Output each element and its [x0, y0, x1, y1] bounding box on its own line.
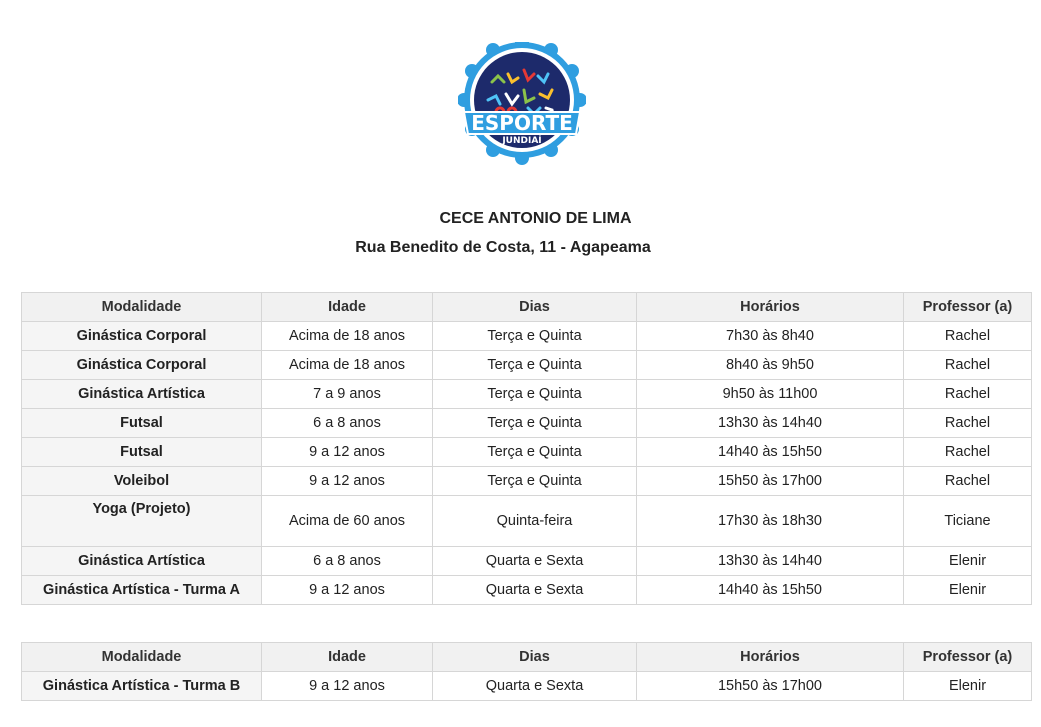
cell-modalidade: Futsal	[22, 438, 262, 467]
table-row	[22, 672, 1032, 701]
table-row	[22, 547, 1032, 576]
table-row	[22, 351, 1032, 380]
cell-professor: Elenir	[904, 576, 1032, 605]
cell-dias: Terça e Quinta	[433, 351, 637, 380]
esporte-jundiai-logo	[458, 42, 586, 166]
column-header-idade: Idade	[262, 293, 433, 322]
cell-dias: Terça e Quinta	[433, 467, 637, 496]
cell-idade: Acima de 18 anos	[262, 322, 433, 351]
table-header-row	[22, 293, 1032, 322]
column-header-idade: Idade	[262, 643, 433, 672]
cell-dias: Quarta e Sexta	[433, 547, 637, 576]
cell-modalidade: Ginástica Artística - Turma A	[22, 576, 262, 605]
cell-horarios: 17h30 às 18h30	[637, 496, 904, 547]
cell-modalidade: Ginástica Artística	[22, 380, 262, 409]
table-row	[22, 322, 1032, 351]
cell-professor: Rachel	[904, 380, 1032, 409]
column-header-dias: Dias	[433, 293, 637, 322]
cell-idade: 6 a 8 anos	[262, 547, 433, 576]
table-row	[22, 467, 1032, 496]
cell-dias: Terça e Quinta	[433, 438, 637, 467]
cell-horarios: 14h40 às 15h50	[637, 438, 904, 467]
cell-idade: 6 a 8 anos	[262, 409, 433, 438]
cell-dias: Terça e Quinta	[433, 380, 637, 409]
cell-modalidade: Ginástica Corporal	[22, 351, 262, 380]
table-row	[22, 409, 1032, 438]
column-header-horarios: Horários	[637, 293, 904, 322]
table-row	[22, 576, 1032, 605]
cell-dias: Terça e Quinta	[433, 409, 637, 438]
cell-horarios: 14h40 às 15h50	[637, 576, 904, 605]
cell-horarios: 15h50 às 17h00	[637, 672, 904, 701]
column-header-professor: Professor (a)	[904, 643, 1032, 672]
cell-modalidade: Ginástica Artística	[22, 547, 262, 576]
cell-professor: Elenir	[904, 547, 1032, 576]
cell-modalidade: Yoga (Projeto)	[22, 496, 262, 547]
table-header-row	[22, 643, 1032, 672]
cell-modalidade: Ginástica Corporal	[22, 322, 262, 351]
cell-professor: Elenir	[904, 672, 1032, 701]
cell-modalidade: Futsal	[22, 409, 262, 438]
cell-professor: Rachel	[904, 409, 1032, 438]
cell-professor: Rachel	[904, 322, 1032, 351]
cell-modalidade: Voleibol	[22, 467, 262, 496]
column-header-modalidade: Modalidade	[22, 643, 262, 672]
cell-horarios: 8h40 às 9h50	[637, 351, 904, 380]
cell-professor: Rachel	[904, 467, 1032, 496]
page-title: CECE ANTONIO DE LIMA	[439, 210, 632, 227]
cell-professor: Ticiane	[904, 496, 1032, 547]
page-address: Rua Benedito de Costa, 11 - Agapeama	[355, 239, 651, 256]
table-row	[22, 438, 1032, 467]
cell-idade: Acima de 18 anos	[262, 351, 433, 380]
cell-idade: Acima de 60 anos	[262, 496, 433, 547]
column-header-modalidade: Modalidade	[22, 293, 262, 322]
cell-dias: Terça e Quinta	[433, 322, 637, 351]
cell-idade: 7 a 9 anos	[262, 380, 433, 409]
table-row	[22, 380, 1032, 409]
cell-idade: 9 a 12 anos	[262, 576, 433, 605]
cell-dias: Quarta e Sexta	[433, 576, 637, 605]
column-header-horarios: Horários	[637, 643, 904, 672]
table-row	[22, 496, 1032, 547]
cell-horarios: 7h30 às 8h40	[637, 322, 904, 351]
logo-word: ESPORTE	[471, 111, 573, 135]
cell-idade: 9 a 12 anos	[262, 467, 433, 496]
logo-subword: JUNDIAÍ	[502, 136, 542, 146]
cell-horarios: 13h30 às 14h40	[637, 409, 904, 438]
cell-horarios: 9h50 às 11h00	[637, 380, 904, 409]
cell-dias: Quinta-feira	[433, 496, 637, 547]
cell-horarios: 15h50 às 17h00	[637, 467, 904, 496]
column-header-dias: Dias	[433, 643, 637, 672]
cell-dias: Quarta e Sexta	[433, 672, 637, 701]
cell-modalidade: Ginástica Artística - Turma B	[22, 672, 262, 701]
cell-horarios: 13h30 às 14h40	[637, 547, 904, 576]
schedule-table	[21, 292, 1032, 605]
cell-professor: Rachel	[904, 351, 1032, 380]
cell-idade: 9 a 12 anos	[262, 438, 433, 467]
cell-idade: 9 a 12 anos	[262, 672, 433, 701]
cell-professor: Rachel	[904, 438, 1032, 467]
column-header-professor: Professor (a)	[904, 293, 1032, 322]
schedule-table-2	[21, 642, 1032, 701]
